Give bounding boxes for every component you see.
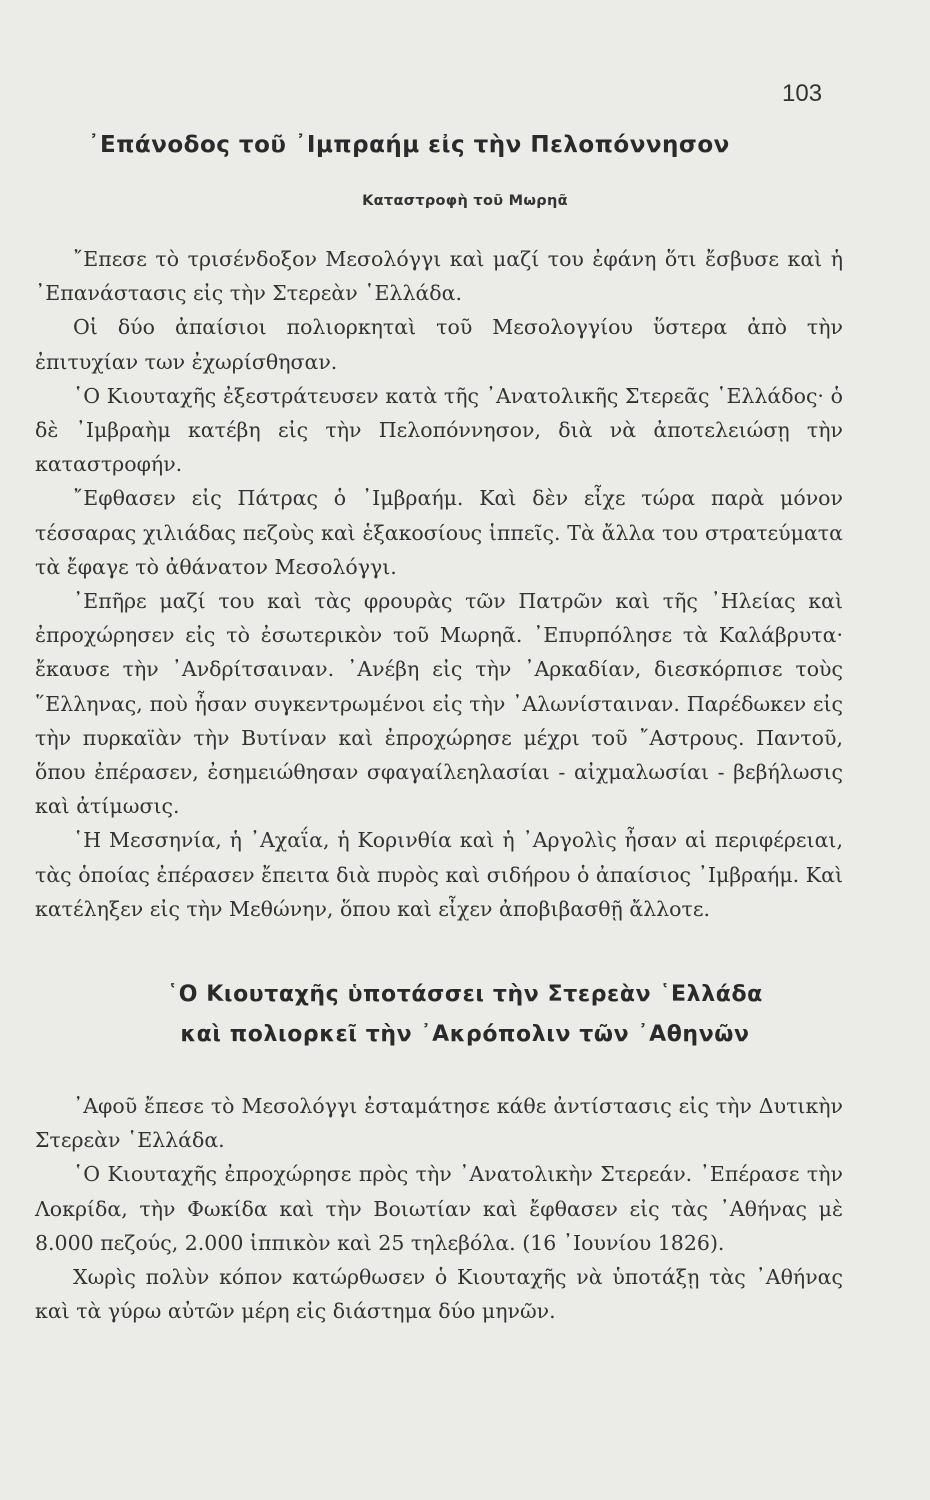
- section-one-body: [35, 242, 843, 926]
- paragraph: ῾Ο Κιουταχῆς ἐξεστράτευσεν κατὰ τῆς ᾿Ανατολικῆς Στερεᾶς ῾Ελλάδος· ὁ δὲ ᾿Ιμβραὴμ κατέβη εἰς τὴν Πελοπόννησον, διὰ νὰ ἀποτελειώσῃ τὴν καταστροφήν.: [35, 383, 843, 477]
- section-two-body: [35, 1089, 843, 1328]
- paragraph: ᾿Επῆρε μαζί του καὶ τὰς φρουρὰς τῶν Πατρῶν καὶ τῆς ᾿Ηλείας καὶ ἐπροχώρησεν εἰς τὸ ἐσωτερικὸν τοῦ Μωρηᾶ. ᾿Επυρπόλησε τὰ Καλάβρυτα· ἔκαυσε τὴν ᾿Ανδρίτσαιναν. ᾿Ανέβη εἰς τὴν ᾿Αρκαδίαν, διεσκόρπισε τοὺς ῞Ελληνας, ποὺ ἦσαν συγκεντρωμένοι εἰς τὴν ᾿Αλωνίσταιναν. Παρέδωκεν εἰς τὴν πυρκαϊὰν τὴν Βυτίναν καὶ ἐπροχώρησε μέχρι τοῦ ῎Αστρους. Παντοῦ, ὅπου ἐπέρασεν, ἐσημειώθησαν σφαγαίλεηλασίαι - αἰχμαλωσίαι - βεβήλωσις καὶ ἀτίμωσις.: [35, 589, 843, 819]
- section-heading-line-1: ῾Ο Κιουταχῆς ὑποτάσσει τὴν Στερεὰν ῾Ελλάδα: [167, 982, 763, 1007]
- page-number: 103: [782, 80, 823, 107]
- chapter-subtitle: Καταστροφὴ τοῦ Μωρηᾶ: [362, 193, 568, 209]
- paragraph: ῎Επεσε τὸ τρισένδοξον Μεσολόγγι καὶ μαζί του ἐφάνη ὅτι ἔσβυσε καὶ ἡ ᾿Επανάστασις εἰς τὴν Στερεὰν ῾Ελλάδα.: [35, 247, 843, 306]
- paragraph: ῾Ο Κιουταχῆς ἐπροχώρησε πρὸς τὴν ᾿Ανατολικὴν Στερεάν. ᾿Επέρασε τὴν Λοκρίδα, τὴν Φωκίδα καὶ τὴν Βοιωτίαν καὶ ἔφθασεν εἰς τὰς ᾿Αθήνας μὲ 8.000 πεζούς, 2.000 ἱππικὸν καὶ 25 τηλεβόλα. (16 ᾿Ιουνίου 1826).: [35, 1162, 843, 1255]
- chapter-title: ᾿Επάνοδος τοῦ ᾿Ιμπραήμ εἰς τὴν Πελοπόννησον: [88, 132, 730, 158]
- paragraph: ᾿Αφοῦ ἔπεσε τὸ Μεσολόγγι ἐσταμάτησε κάθε ἀντίστασις εἰς τὴν Δυτικὴν Στερεὰν ῾Ελλάδα.: [35, 1094, 843, 1153]
- paragraph: Οἱ δύο ἀπαίσιοι πολιορκηταὶ τοῦ Μεσολογγίου ὕστερα ἀπὸ τὴν ἐπιτυχίαν των ἐχωρίσθησαν.: [35, 315, 843, 374]
- paragraph: Χωρὶς πολὺν κόπον κατώρθωσεν ὁ Κιουταχῆς νὰ ὑποτάξῃ τὰς ᾿Αθήνας καὶ τὰ γύρω αὐτῶν μέρη εἰς διάστημα δύο μηνῶν.: [35, 1265, 843, 1324]
- paragraph: ῎Εφθασεν εἰς Πάτρας ὁ ᾿Ιμβραήμ. Καὶ δὲν εἶχε τώρα παρὰ μόνον τέσσαρας χιλιάδας πεζοὺς καὶ ἑξακοσίους ἱππεῖς. Τὰ ἄλλα του στρατεύματα τὰ ἔφαγε τὸ ἀθάνατον Μεσολόγγι.: [35, 486, 843, 579]
- paragraph: ῾Η Μεσσηνία, ἡ ᾿Αχαΐα, ἡ Κορινθία καὶ ἡ ᾿Αργολὶς ἦσαν αἱ περιφέρειαι, τὰς ὁποίας ἐπέρασεν ἔπειτα διὰ πυρὸς καὶ σιδήρου ὁ ἀπαίσιος ᾿Ιμβραήμ. Καὶ κατέληξεν εἰς τὴν Μεθώνην, ὅπου καὶ εἶχεν ἀποβιβασθῇ ἄλλοτε.: [35, 828, 843, 921]
- section-heading-line-2: καὶ πολιορκεῖ τὴν ᾿Ακρόπολιν τῶν ᾿Αθηνῶν: [180, 1022, 750, 1047]
